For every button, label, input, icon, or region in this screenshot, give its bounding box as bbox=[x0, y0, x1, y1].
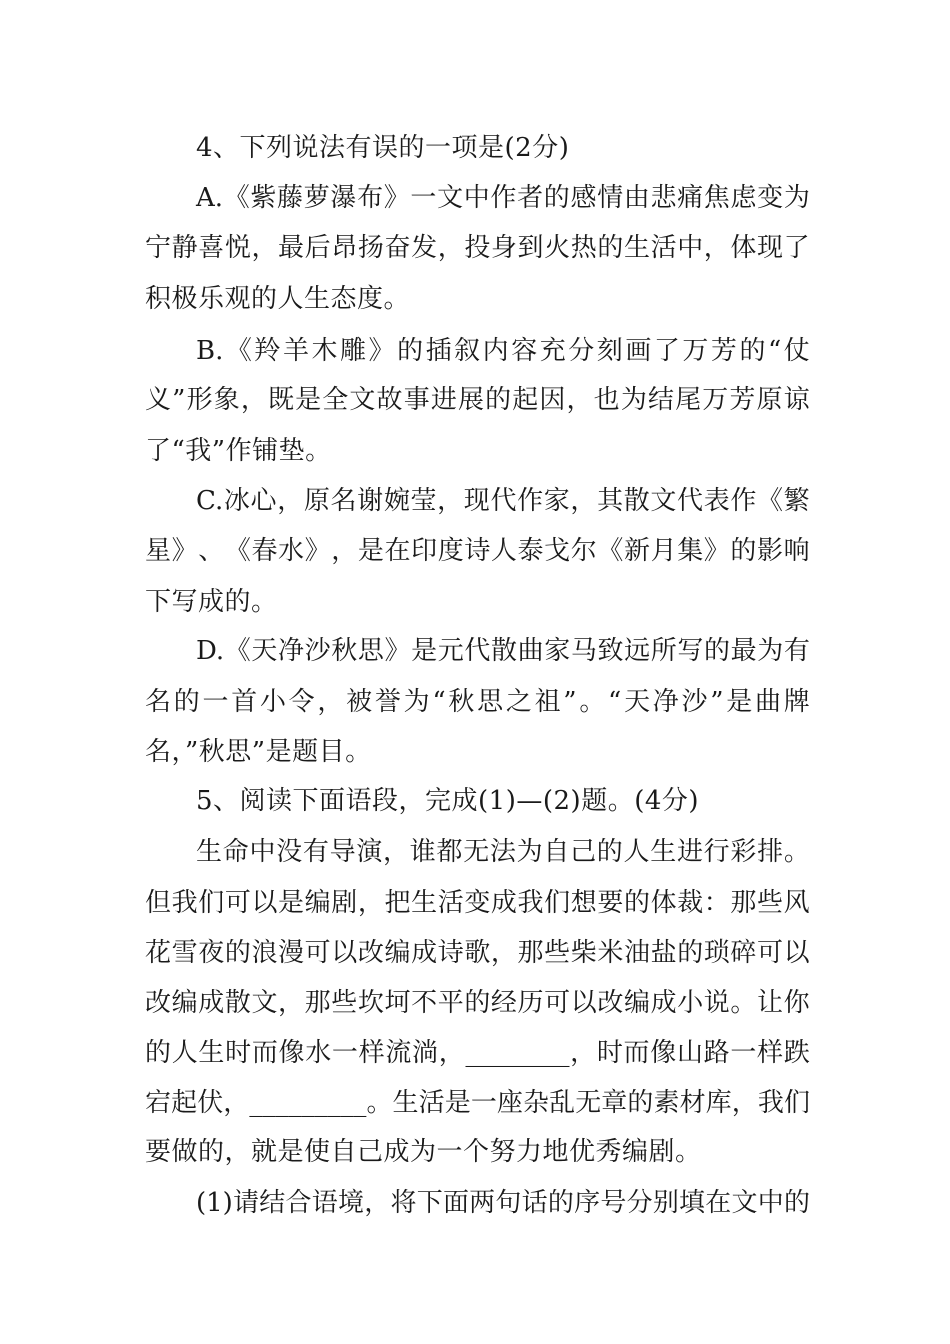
passage-line-7: 要做的，就是使自己成为一个努力地优秀编剧。 bbox=[145, 1137, 702, 1167]
option-a-line-2: 宁 静 喜 悦 ， 最 后 昂 扬 奋 发 ， 投 身 到 火 热 的 生 活 中 ， 体 现 了 bbox=[145, 233, 810, 263]
option-d-line-3: 名，”秋思”是题目。 bbox=[145, 737, 372, 767]
question-4-stem: 4、下列说法有误的一项是(2分) bbox=[196, 133, 570, 163]
option-c-line-2: 星 》 、 《 春 水 》 ， 是 在 印 度 诗 人 泰 戈 尔 《 新 月 集 》 的 影 响 bbox=[145, 536, 810, 566]
sub-question-1: (1) 请 结 合 语 境 ， 将 下 面 两 句 话 的 序 号 分 别 填 在 文 中 的 bbox=[196, 1188, 810, 1218]
option-d-line-1: D. 《 天 净 沙 秋 思 》 是 元 代 散 曲 家 马 致 远 所 写 的 最 为 有 bbox=[196, 636, 810, 666]
option-c-line-3: 下写成的。 bbox=[145, 587, 278, 617]
passage-line-5: 的 人 生 时 而 像 水 一 样 流 淌 ， ________ ， 时 而 像 山 路 一 样 跌 bbox=[145, 1038, 810, 1068]
passage-line-4: 改 编 成 散 文 ， 那 些 坎 坷 不 平 的 经 历 可 以 改 编 成 小 说 。 让 你 bbox=[145, 988, 810, 1018]
option-a-line-3: 积极乐观的人生态度。 bbox=[145, 284, 411, 314]
question-5-stem: 5、阅读下面语段，完成(1)—(2)题。(4分) bbox=[196, 786, 700, 816]
option-b-line-2: 义 ” 形 象 ， 既 是 全 文 故 事 进 展 的 起 因 ， 也 为 结 尾 万 芳 原 谅 bbox=[145, 385, 810, 415]
passage-line-1: 生 命 中 没 有 导 演 ， 谁 都 无 法 为 自 己 的 人 生 进 行 彩 排 。 bbox=[196, 837, 810, 867]
option-b-line-3: 了“我”作铺垫。 bbox=[145, 436, 332, 466]
passage-line-3: 花 雪 夜 的 浪 漫 可 以 改 编 成 诗 歌 ， 那 些 柴 米 油 盐 的 琐 碎 可 以 bbox=[145, 938, 810, 968]
passage-line-2: 但 我 们 可 以 是 编 剧 ， 把 生 活 变 成 我 们 想 要 的 体 裁 ： 那 些 风 bbox=[145, 888, 810, 918]
option-c-line-1: C. 冰 心 ， 原 名 谢 婉 莹 ， 现 代 作 家 ， 其 散 文 代 表 作 《 繁 bbox=[196, 486, 810, 516]
passage-line-6: 宕 起 伏 ， _________ 。 生 活 是 一 座 杂 乱 无 章 的 素 材 库 ， 我 们 bbox=[145, 1088, 810, 1118]
option-a-line-1: A. 《 紫 藤 萝 瀑 布 》 一 文 中 作 者 的 感 情 由 悲 痛 焦 虑 变 为 bbox=[196, 183, 810, 213]
option-d-line-2: 名 的 一 首 小 令 ， 被 誉 为 “ 秋 思 之 祖 ” 。 “ 天 净 沙 ” 是 曲 牌 bbox=[145, 687, 810, 717]
option-b-line-1: B. 《 羚 羊 木 雕 》 的 插 叙 内 容 充 分 刻 画 了 万 芳 的 “ 仗 bbox=[196, 336, 810, 366]
